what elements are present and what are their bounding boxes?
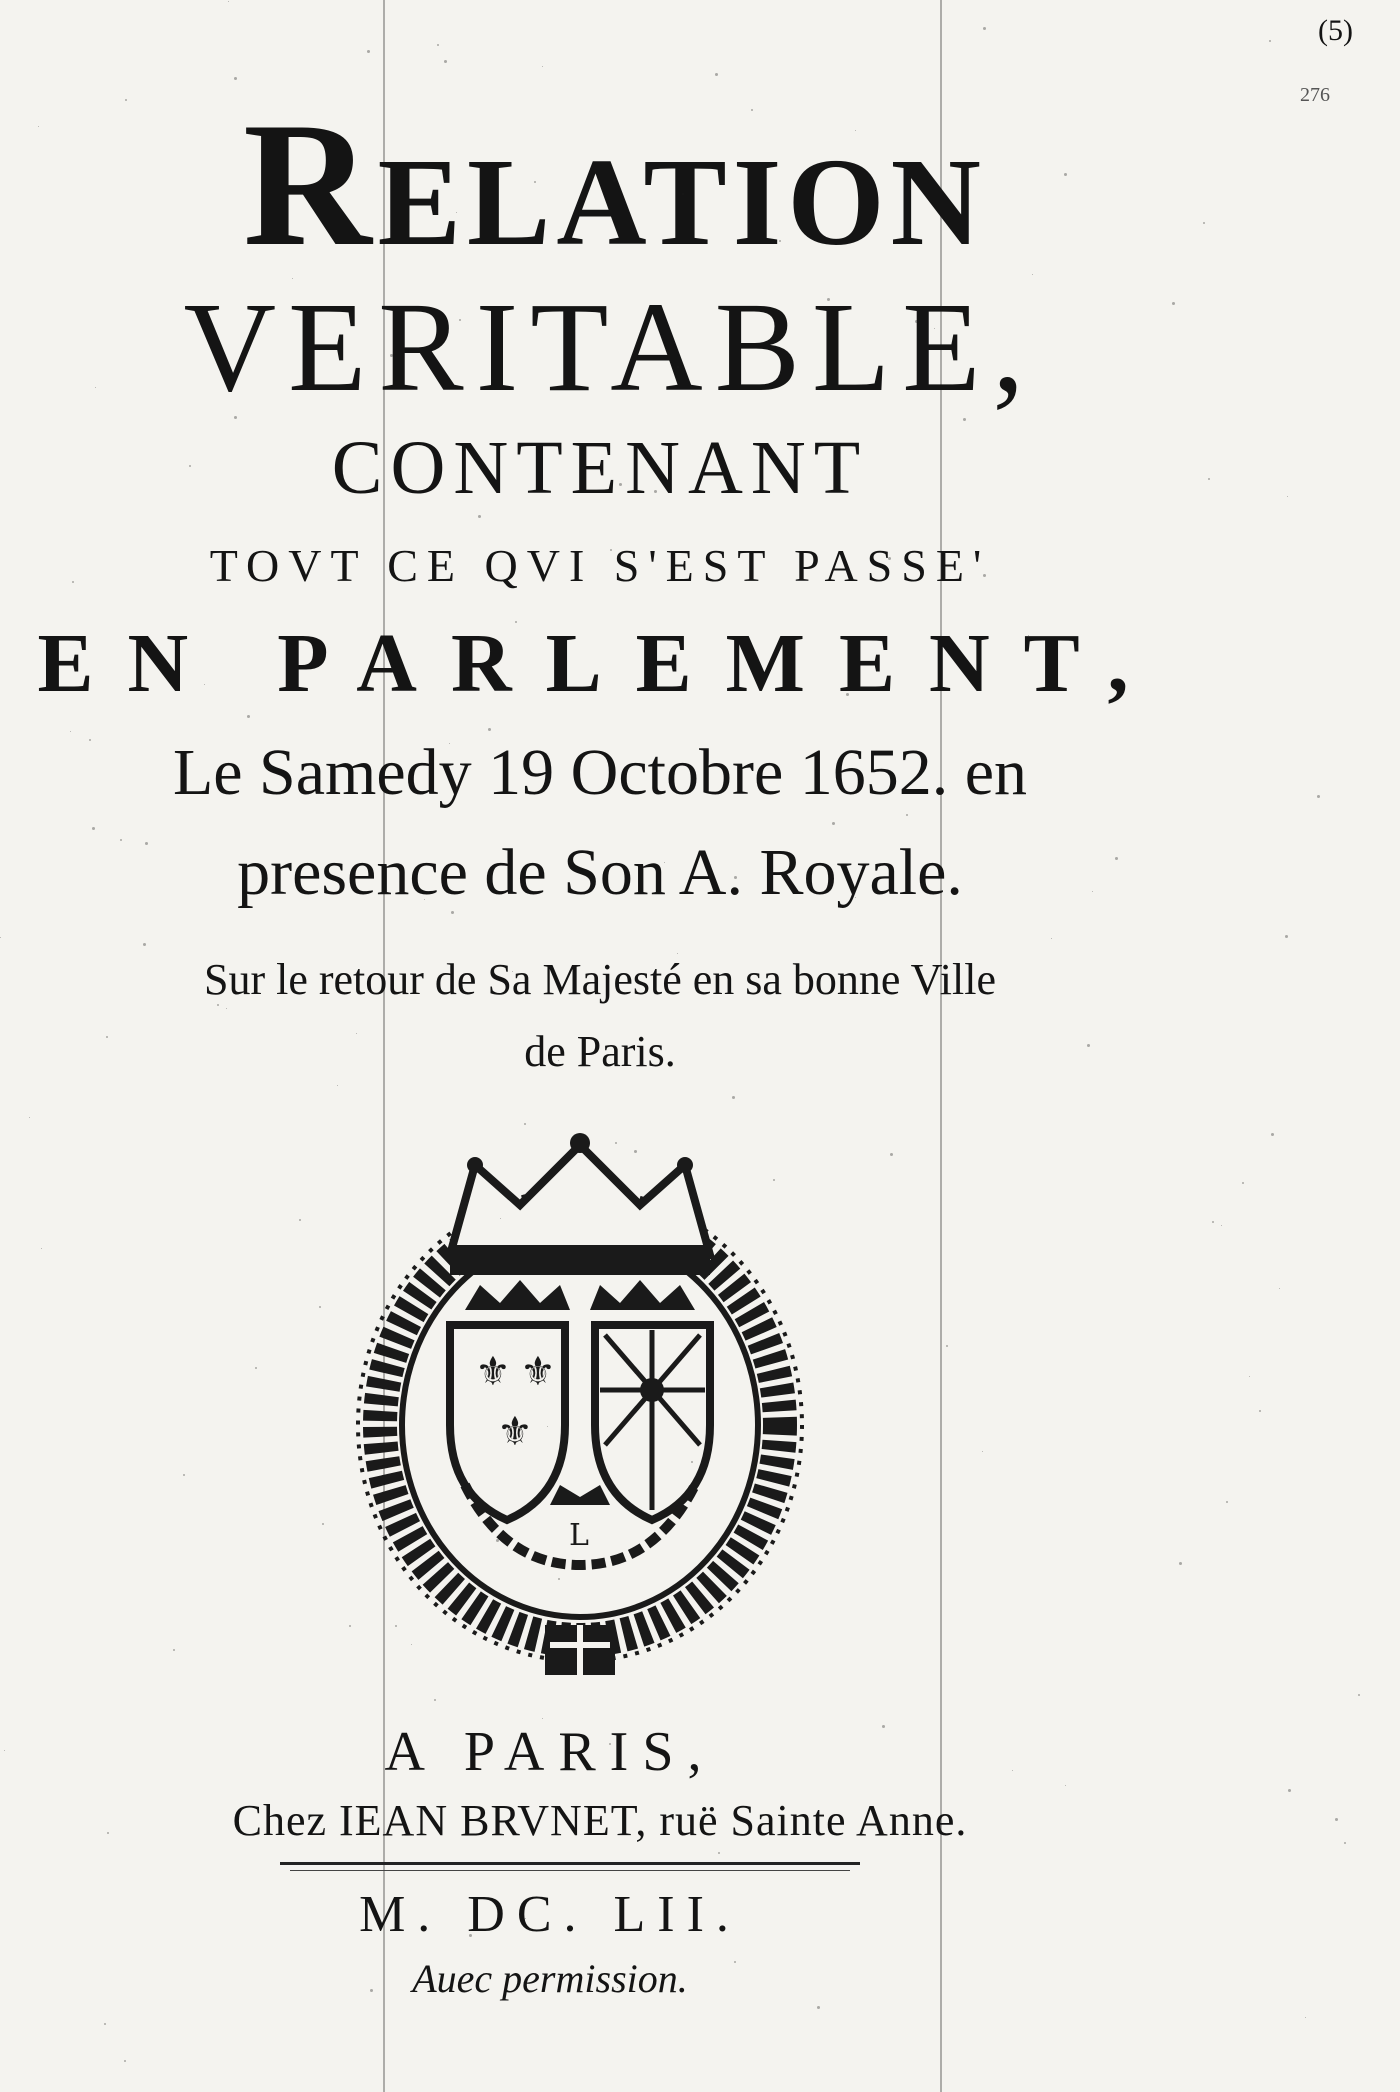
scan-speck [983, 27, 986, 30]
scan-speck [370, 1989, 373, 1992]
scan-speck [189, 465, 191, 467]
scan-speck [1271, 1133, 1274, 1136]
scan-speck [89, 739, 91, 741]
scan-speck [337, 1085, 338, 1086]
scan-speck [983, 574, 986, 577]
scan-speck [95, 387, 96, 388]
title-line-tout-ce-qui: TOVT CE QVI S'EST PASSE' [209, 540, 991, 591]
scan-speck [817, 2006, 820, 2009]
scan-speck [1226, 1501, 1228, 1503]
svg-text:⚜: ⚜ [475, 1349, 511, 1395]
scan-speck [1064, 173, 1067, 176]
scan-speck [255, 1367, 257, 1369]
scan-speck [934, 328, 935, 329]
scan-speck [356, 1033, 357, 1034]
scan-speck [490, 169, 491, 170]
scan-speck [512, 971, 513, 972]
scan-speck [582, 1144, 583, 1145]
scan-speck [1249, 1376, 1250, 1377]
scan-speck [751, 109, 753, 111]
scan-speck [29, 1117, 30, 1118]
scan-speck [1208, 478, 1210, 480]
scan-speck [1065, 1785, 1066, 1786]
page-corner-mark: (5) [1318, 14, 1353, 47]
scan-speck [451, 911, 454, 914]
scan-speck [456, 212, 457, 213]
scan-speck [677, 953, 678, 954]
scan-speck [469, 1934, 472, 1937]
scan-speck [558, 1060, 559, 1061]
title-line-date: Le Samedy 19 Octobre 1652. en [172, 736, 1028, 809]
scan-speck [0, 937, 1, 938]
scan-speck [515, 621, 517, 623]
scan-speck [496, 1539, 499, 1542]
title-line-presence: presence de Son A. Royale. [237, 836, 963, 909]
scan-speck [779, 240, 781, 242]
scan-speck [1028, 635, 1029, 636]
scan-speck [72, 581, 74, 583]
scan-speck [173, 1649, 175, 1651]
scan-speck [349, 1625, 351, 1627]
scan-speck [70, 731, 71, 732]
scan-speck [143, 943, 146, 946]
scan-speck [1012, 1770, 1013, 1771]
scan-speck [437, 44, 439, 46]
scan-speck [610, 549, 612, 551]
scan-speck [145, 842, 148, 845]
scan-speck [691, 1461, 693, 1463]
scan-speck [890, 1153, 893, 1156]
scan-speck [1212, 1221, 1214, 1223]
scan-speck [367, 50, 370, 53]
scan-speck [827, 298, 830, 301]
scan-speck [773, 1179, 775, 1181]
imprint-year: M. DC. LII. [359, 1886, 741, 1943]
scan-speck [322, 1523, 324, 1525]
scan-speck [449, 743, 450, 744]
scan-speck [861, 206, 862, 207]
scan-speck [411, 1644, 412, 1645]
scan-speck [525, 1918, 526, 1919]
scan-speck [234, 416, 237, 419]
scan-speck [217, 1004, 219, 1006]
scan-speck [547, 1426, 548, 1427]
scan-speck [1287, 496, 1288, 497]
subtitle-line-1: Sur le retour de Sa Majesté en sa bonne Ville [204, 955, 996, 1004]
scan-speck [124, 2060, 126, 2062]
scan-speck [1317, 795, 1320, 798]
svg-text:⚜: ⚜ [520, 1349, 556, 1395]
title-line-veritable: VERITABLE, [183, 276, 1037, 418]
scan-speck [734, 876, 737, 879]
scan-speck [424, 899, 425, 900]
royal-coat-of-arms-icon [355, 1125, 805, 1685]
scan-speck [106, 1036, 108, 1038]
scan-speck [1051, 938, 1052, 939]
scan-speck [1335, 1818, 1338, 1821]
scan-speck [125, 99, 127, 101]
scan-speck [915, 320, 918, 323]
scan-speck [734, 1961, 736, 1963]
scan-speck [183, 1474, 185, 1476]
scan-speck [1203, 222, 1205, 224]
scan-speck [534, 181, 536, 183]
scan-speck [41, 1248, 42, 1249]
scan-speck [855, 130, 856, 131]
scan-speck [390, 354, 393, 357]
scan-speck [715, 73, 718, 76]
scan-speck [4, 1750, 5, 1751]
scan-speck [634, 1150, 637, 1153]
scan-speck [299, 1219, 301, 1221]
scan-speck [434, 1699, 436, 1701]
scan-speck [832, 822, 835, 825]
scan-speck [204, 684, 205, 685]
scan-speck [459, 319, 461, 321]
scan-speck [107, 1832, 109, 1834]
scan-speck [120, 839, 122, 841]
scan-speck [500, 1218, 501, 1219]
scan-speck [846, 693, 849, 696]
scan-speck [1087, 1044, 1090, 1047]
scan-speck [906, 814, 908, 816]
scan-speck [395, 1625, 397, 1627]
imprint-printer: Chez IEAN BRVNET, ruë Sainte Anne. [232, 1796, 968, 1845]
scan-speck [1221, 1225, 1222, 1226]
scan-speck [1269, 40, 1271, 42]
scan-speck [1172, 302, 1175, 305]
scan-speck [616, 1053, 617, 1054]
title-line-contenant: CONTENANT [331, 426, 869, 510]
scan-speck [524, 1123, 526, 1125]
scan-speck [247, 715, 250, 718]
scan-speck [1242, 1182, 1244, 1184]
scan-speck [963, 418, 966, 421]
scan-speck [292, 278, 293, 279]
scan-speck [542, 66, 543, 67]
scan-speck [169, 677, 170, 678]
imprint-divider-thin [290, 1870, 850, 1871]
scan-speck [1032, 274, 1033, 275]
scan-speck [1305, 2017, 1306, 2018]
scan-speck [682, 193, 684, 195]
title-line-relation: Relation [243, 85, 987, 283]
scan-speck [558, 1578, 560, 1580]
scan-speck [882, 1725, 885, 1728]
scan-speck [609, 1743, 611, 1745]
scan-speck [613, 179, 616, 182]
scan-speck [888, 557, 891, 560]
scan-speck [92, 827, 95, 830]
scan-speck [104, 2023, 106, 2025]
svg-text:L: L [569, 1518, 589, 1553]
scan-speck [1179, 1562, 1182, 1565]
scan-speck [946, 1345, 948, 1347]
scan-speck [654, 490, 657, 493]
scan-speck [615, 1142, 617, 1144]
scan-speck [1285, 935, 1288, 938]
scan-speck [677, 366, 679, 368]
scan-speck [1358, 1694, 1360, 1696]
scan-speck [718, 1852, 720, 1854]
scan-speck [38, 126, 39, 127]
scan-speck [746, 580, 747, 581]
scan-speck [732, 1096, 735, 1099]
scan-speck [1279, 1288, 1280, 1289]
subtitle-line-2: de Paris. [524, 1027, 676, 1076]
scan-speck [542, 1718, 543, 1719]
scan-speck [855, 897, 856, 898]
scan-speck [664, 862, 665, 863]
scan-speck [478, 515, 481, 518]
imprint-place: A PARIS, [384, 1721, 716, 1783]
scan-speck [226, 1008, 227, 1009]
scan-speck [982, 1451, 983, 1452]
scan-speck [1115, 857, 1118, 860]
scan-speck [1259, 1410, 1261, 1412]
scan-speck [619, 483, 622, 486]
scan-speck [319, 1306, 321, 1308]
scan-speck [582, 467, 584, 469]
page-corner-number: 276 [1300, 84, 1330, 106]
scan-speck [490, 667, 491, 668]
imprint-divider [280, 1862, 860, 1865]
scan-speck [1092, 891, 1093, 892]
scan-speck [617, 1987, 618, 1988]
imprint-permission: Auec permission. [412, 1956, 688, 2001]
scan-speck [234, 77, 237, 80]
svg-text:⚜: ⚜ [497, 1409, 533, 1455]
scan-speck [444, 60, 447, 63]
scan-speck [1344, 1842, 1346, 1844]
scan-speck [1288, 1789, 1291, 1792]
scan-speck [228, 1, 229, 2]
scan-speck [488, 728, 491, 731]
title-line-en-parlement: EN PARLEMENT, [37, 617, 1163, 710]
